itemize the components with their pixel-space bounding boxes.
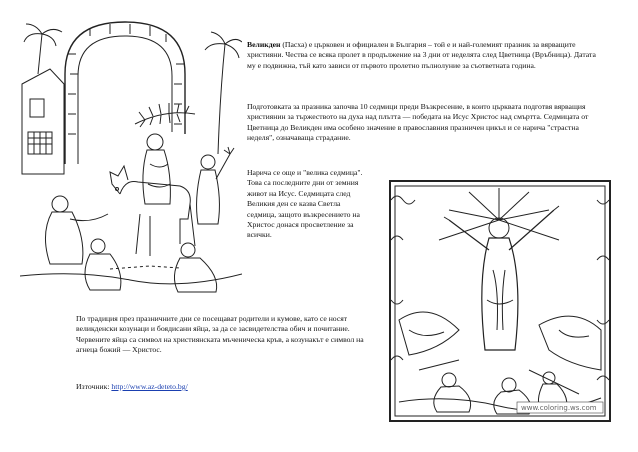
palm-sunday-illustration <box>20 14 242 296</box>
title-word: Великден <box>247 40 281 49</box>
source-line <box>76 382 376 392</box>
watermark: www.coloring.ws.com <box>521 404 597 412</box>
holy-week-paragraph: Нарича се още и "велика седмица". Това са последните дни от земния живот на Исус. Седмицата след Великия ден се казва Светла седмица, защото възкресението на Христос донася просветление за всички. <box>247 168 363 240</box>
source-link[interactable]: http://www.az-deteto.bg/ <box>111 382 188 391</box>
intro-text: (Пасха) е църковен и официален в България – той е и най-големият празник за вярващите християни. Чества се всяка пролет в продължение на 3 дни от неделята след Цветница (Връбница). Датата му е подвижна, тъй като зависи от първото пролетно пълнолуние за съответната година. <box>247 40 596 70</box>
preparation-paragraph: Подготовката за празника започва 10 седмици преди Възкресение, в които църквата подготвя вярващия християнин за тържеството на духа над плътта — победата на Исус Христос над смъртта. Седмицата от Цветница до Великден има особено значение в православния празничен цикъл и се нарича "страстна неделя", означаваща страдание. <box>247 102 589 143</box>
resurrection-illustration <box>389 180 611 422</box>
traditions-paragraph: По традиция през празничните дни се посещават родители и кумове, като се носят великденски козунаци и боядисани яйца, за да се засвидетелства обич и почитание. Червените яйца са символ на християнската мъченическа кръв, а козунакът е символ на агнеца божий — Христос. <box>76 314 364 355</box>
source-label: Източник: <box>76 382 110 391</box>
intro-paragraph <box>247 40 605 71</box>
